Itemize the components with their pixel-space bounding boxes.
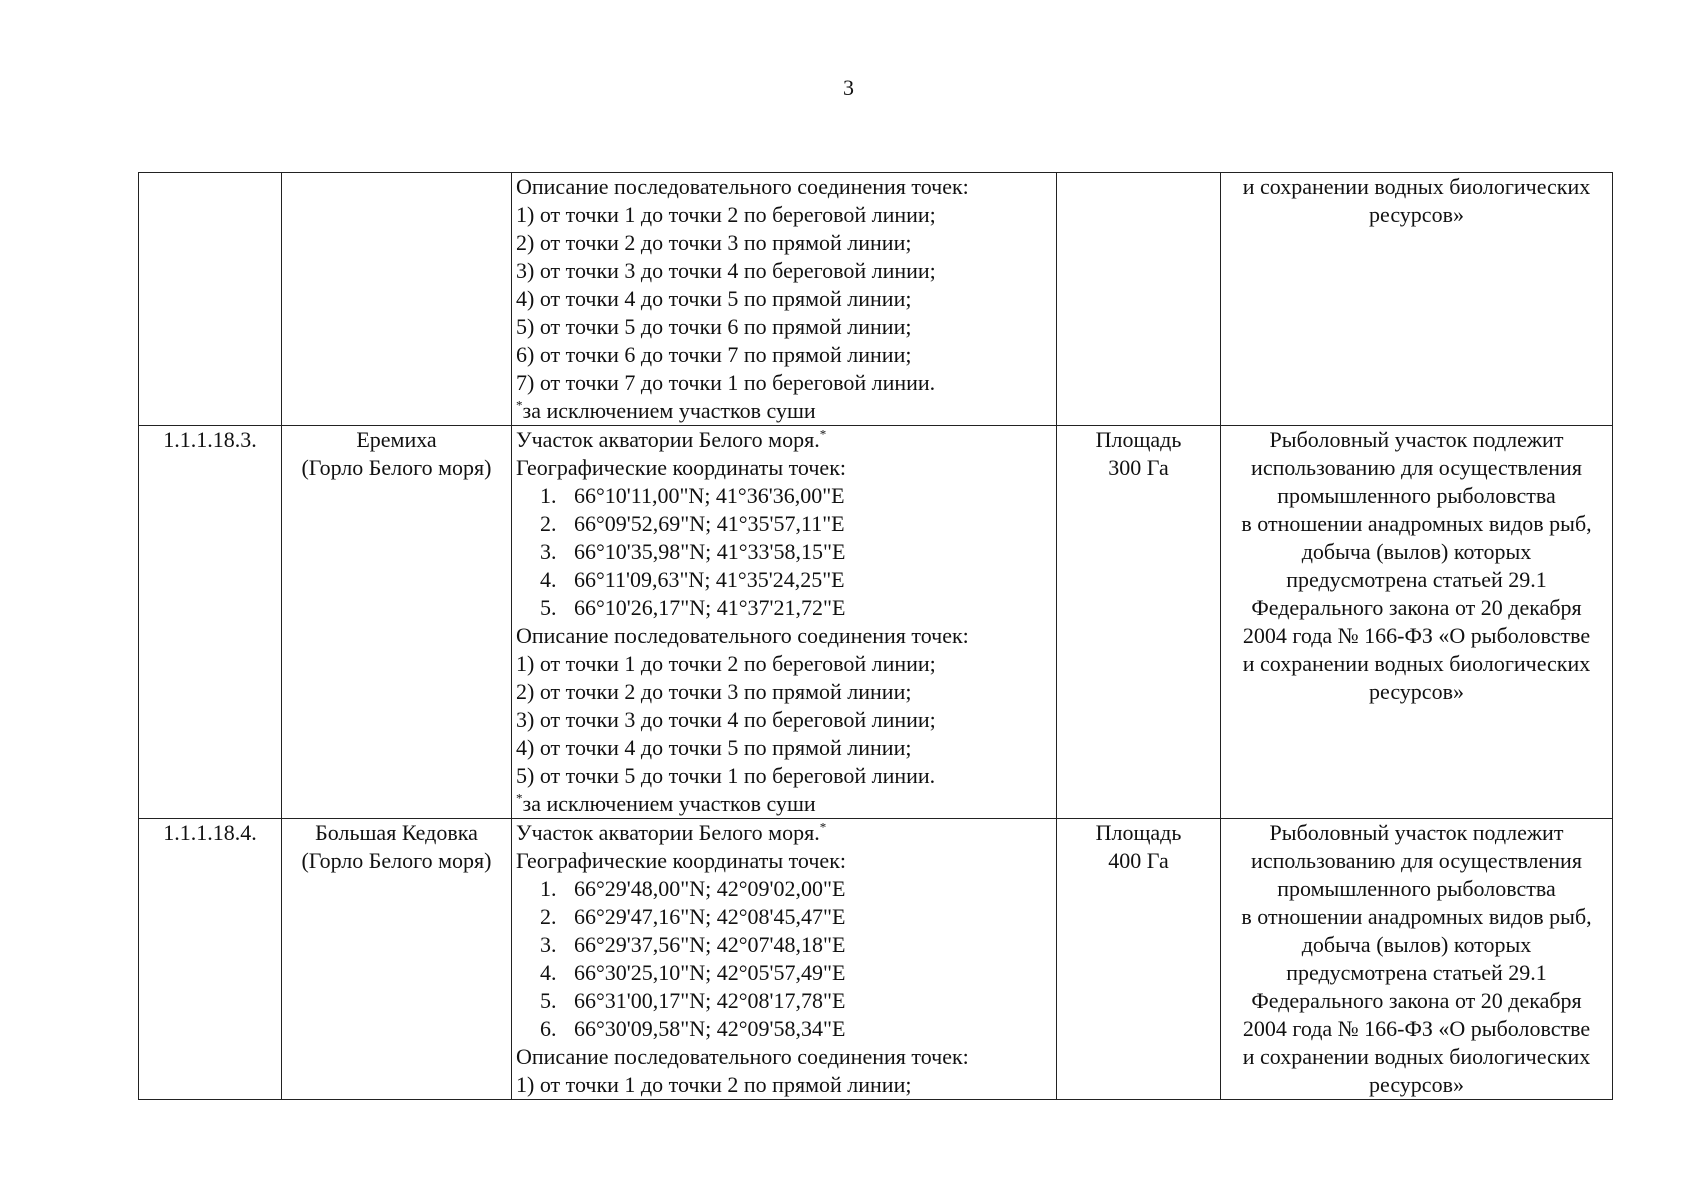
- note-line: Федерального закона от 20 декабря: [1251, 988, 1582, 1013]
- connection-line: 5) от точки 5 до точки 6 по прямой линии;: [516, 314, 912, 339]
- connection-line: 1) от точки 1 до точки 2 по береговой линии;: [516, 651, 936, 676]
- note-line: добыча (вылов) которых: [1301, 539, 1532, 564]
- connection-line: 7) от точки 7 до точки 1 по береговой линии.: [516, 370, 936, 395]
- footnote: [516, 397, 1052, 425]
- area-value: 400 Га: [1108, 848, 1169, 873]
- footnote-text: за исключением участков суши: [522, 791, 816, 816]
- area-label: Площадь: [1095, 427, 1182, 452]
- note-line: промышленного рыболовства: [1277, 876, 1556, 901]
- coordinate-value: 66°30'09,58"N; 42°09'58,34"E: [574, 1016, 846, 1041]
- site-note-cell: [1221, 426, 1613, 819]
- coordinate-value: 66°10'11,00"N; 41°36'36,00"E: [574, 483, 845, 508]
- coordinate-item: [516, 903, 1052, 931]
- coords-heading: Географические координаты точек:: [516, 455, 846, 480]
- coordinate-item: [516, 510, 1052, 538]
- coordinate-item: [516, 538, 1052, 566]
- note-line: использованию для осуществления: [1251, 848, 1582, 873]
- coordinate-value: 66°09'52,69"N; 41°35'57,11"E: [574, 511, 845, 536]
- site-name-cell: [282, 819, 512, 1100]
- connection-heading: Описание последовательного соединения точек:: [516, 1044, 969, 1069]
- coordinate-item: [516, 959, 1052, 987]
- site-number-cell: [139, 426, 282, 819]
- site-number-cell: [139, 173, 282, 426]
- coordinate-index: 4.: [540, 960, 557, 985]
- site-number: 1.1.1.18.3.: [163, 427, 257, 452]
- site-name-cell: [282, 426, 512, 819]
- site-region: (Горло Белого моря): [301, 455, 492, 480]
- coordinate-value: 66°31'00,17"N; 42°08'17,78"E: [574, 988, 846, 1013]
- site-name: Большая Кедовка: [315, 820, 478, 845]
- note-line: 2004 года № 166-ФЗ «О рыболовстве: [1242, 1016, 1591, 1041]
- coordinate-index: 2.: [540, 904, 557, 929]
- site-area-cell: [1057, 819, 1221, 1100]
- connection-line: 1) от точки 1 до точки 2 по прямой линии;: [516, 1072, 912, 1097]
- footnote-mark: *: [819, 426, 827, 442]
- site-name: Еремиха: [356, 427, 437, 452]
- coordinate-item: [516, 482, 1052, 510]
- site-name-cell: [282, 173, 512, 426]
- section-title: [516, 819, 1052, 847]
- coordinate-index: 5.: [540, 988, 557, 1013]
- coordinate-index: 3.: [540, 932, 557, 957]
- section-title-text: Участок акватории Белого моря.: [516, 820, 820, 845]
- coordinate-item: [516, 931, 1052, 959]
- note-line: Рыболовный участок подлежит: [1269, 820, 1564, 845]
- note-line: добыча (вылов) которых: [1301, 932, 1532, 957]
- site-note-cell: [1221, 173, 1613, 426]
- site-description-cell: [512, 819, 1057, 1100]
- note-line: Рыболовный участок подлежит: [1269, 427, 1564, 452]
- note-line: использованию для осуществления: [1251, 455, 1582, 480]
- coordinate-value: 66°30'25,10"N; 42°05'57,49"E: [574, 960, 846, 985]
- note-line: ресурсов»: [1369, 1072, 1464, 1097]
- footnote-mark: *: [819, 819, 827, 835]
- site-region: (Горло Белого моря): [301, 848, 492, 873]
- site-area-cell: [1057, 426, 1221, 819]
- coordinate-index: 6.: [540, 1016, 557, 1041]
- coordinate-value: 66°29'37,56"N; 42°07'48,18"E: [574, 932, 846, 957]
- note-line: ресурсов»: [1369, 679, 1464, 704]
- coordinate-item: [516, 566, 1052, 594]
- coordinate-index: 1.: [540, 483, 557, 508]
- connection-line: 5) от точки 5 до точки 1 по береговой линии.: [516, 763, 936, 788]
- site-number-cell: [139, 819, 282, 1100]
- connection-line: 6) от точки 6 до точки 7 по прямой линии;: [516, 342, 912, 367]
- coordinate-value: 66°29'48,00"N; 42°09'02,00"E: [574, 876, 846, 901]
- note-line: Федерального закона от 20 декабря: [1251, 595, 1582, 620]
- coordinate-index: 3.: [540, 539, 557, 564]
- site-description-cell: [512, 173, 1057, 426]
- coordinate-value: 66°29'47,16"N; 42°08'45,47"E: [574, 904, 846, 929]
- section-title-text: Участок акватории Белого моря.: [516, 427, 820, 452]
- note-line: предусмотрена статьей 29.1: [1286, 960, 1547, 985]
- coordinate-item: [516, 987, 1052, 1015]
- note-line: промышленного рыболовства: [1277, 483, 1556, 508]
- coordinate-value: 66°11'09,63"N; 41°35'24,25"E: [574, 567, 845, 592]
- coordinate-item: [516, 1015, 1052, 1043]
- table-row-site-eremikha: [139, 426, 1613, 819]
- connection-line: 3) от точки 3 до точки 4 по береговой линии;: [516, 707, 936, 732]
- table-row-continuation: [139, 173, 1613, 426]
- footnote: [516, 790, 1052, 818]
- connection-line: 4) от точки 4 до точки 5 по прямой линии;: [516, 735, 912, 760]
- coordinate-index: 1.: [540, 876, 557, 901]
- footnote-mark: *: [516, 397, 523, 413]
- note-line: и сохранении водных биологических: [1242, 1044, 1591, 1069]
- section-title: [516, 426, 1052, 454]
- connection-line: 2) от точки 2 до точки 3 по прямой линии;: [516, 679, 912, 704]
- site-area-cell: [1057, 173, 1221, 426]
- coordinate-index: 4.: [540, 567, 557, 592]
- table-row-site-bolshaya-kedovka: [139, 819, 1613, 1100]
- coords-heading: Географические координаты точек:: [516, 848, 846, 873]
- connection-heading: Описание последовательного соединения точек:: [516, 174, 969, 199]
- coordinate-item: [516, 594, 1052, 622]
- note-line: предусмотрена статьей 29.1: [1286, 567, 1547, 592]
- note-line: ресурсов»: [1369, 202, 1464, 227]
- page-number: 3: [843, 75, 854, 100]
- coordinate-value: 66°10'26,17"N; 41°37'21,72"E: [574, 595, 846, 620]
- note-line: и сохранении водных биологических: [1242, 651, 1591, 676]
- area-value: 300 Га: [1108, 455, 1169, 480]
- note-line: и сохранении водных биологических: [1242, 174, 1591, 199]
- coordinate-index: 5.: [540, 595, 557, 620]
- site-note-cell: [1221, 819, 1613, 1100]
- connection-line: 4) от точки 4 до точки 5 по прямой линии;: [516, 286, 912, 311]
- connection-line: 3) от точки 3 до точки 4 по береговой линии;: [516, 258, 936, 283]
- footnote-mark: *: [516, 790, 523, 806]
- site-number: 1.1.1.18.4.: [163, 820, 257, 845]
- note-line: 2004 года № 166-ФЗ «О рыболовстве: [1242, 623, 1591, 648]
- connection-heading: Описание последовательного соединения точек:: [516, 623, 969, 648]
- coordinate-value: 66°10'35,98"N; 41°33'58,15"E: [574, 539, 846, 564]
- connection-line: 2) от точки 2 до точки 3 по прямой линии;: [516, 230, 912, 255]
- fishing-sites-table: [138, 172, 1613, 1100]
- coordinate-index: 2.: [540, 511, 557, 536]
- connection-line: 1) от точки 1 до точки 2 по береговой линии;: [516, 202, 936, 227]
- note-line: в отношении анадромных видов рыб,: [1241, 511, 1592, 536]
- area-label: Площадь: [1095, 820, 1182, 845]
- note-line: в отношении анадромных видов рыб,: [1241, 904, 1592, 929]
- coordinate-item: [516, 875, 1052, 903]
- footnote-text: за исключением участков суши: [522, 398, 816, 423]
- site-description-cell: [512, 426, 1057, 819]
